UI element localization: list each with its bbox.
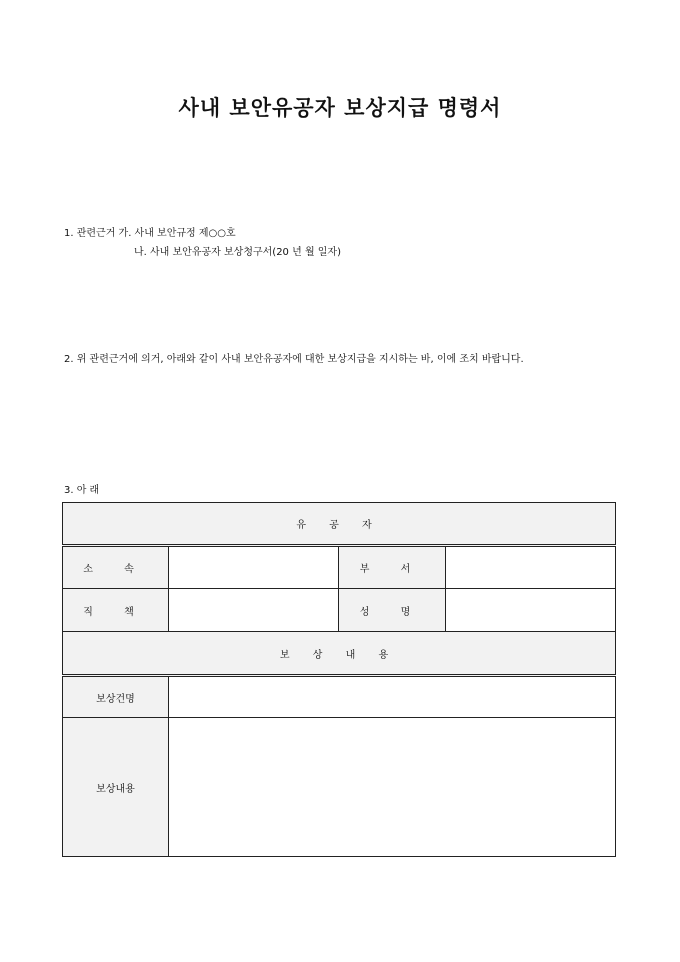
name-field[interactable] [446, 589, 616, 632]
person-section-header: 유 공 자 [63, 503, 616, 546]
instruction-paragraph: 2. 위 관련근거에 의거, 아래와 같이 사내 보안유공자에 대한 보상지급을 지시하는 바, 이에 조치 바랍니다. [64, 354, 524, 365]
case-label: 보상건명 [63, 676, 169, 718]
department-field[interactable] [446, 546, 616, 589]
section3-heading: 3. 아 래 [64, 485, 100, 496]
basis-line-2: 나. 사내 보안유공자 보상청구서(20 년 월 일자) [134, 247, 341, 258]
document-title: 사내 보안유공자 보상지급 명령서 [178, 96, 502, 120]
compensation-table [62, 502, 616, 857]
department-label: 부 서 [339, 546, 446, 589]
name-label: 성 명 [339, 589, 446, 632]
position-field[interactable] [169, 589, 339, 632]
affiliation-label: 소 속 [63, 546, 169, 589]
compensation-section-header: 보 상 내 용 [63, 632, 616, 676]
affiliation-field[interactable] [169, 546, 339, 589]
position-label: 직 책 [63, 589, 169, 632]
content-label: 보상내용 [63, 718, 169, 857]
basis-line-1: 1. 관련근거 가. 사내 보안규정 제○○호 [64, 228, 236, 239]
content-field[interactable] [169, 718, 616, 857]
case-field[interactable] [169, 676, 616, 718]
